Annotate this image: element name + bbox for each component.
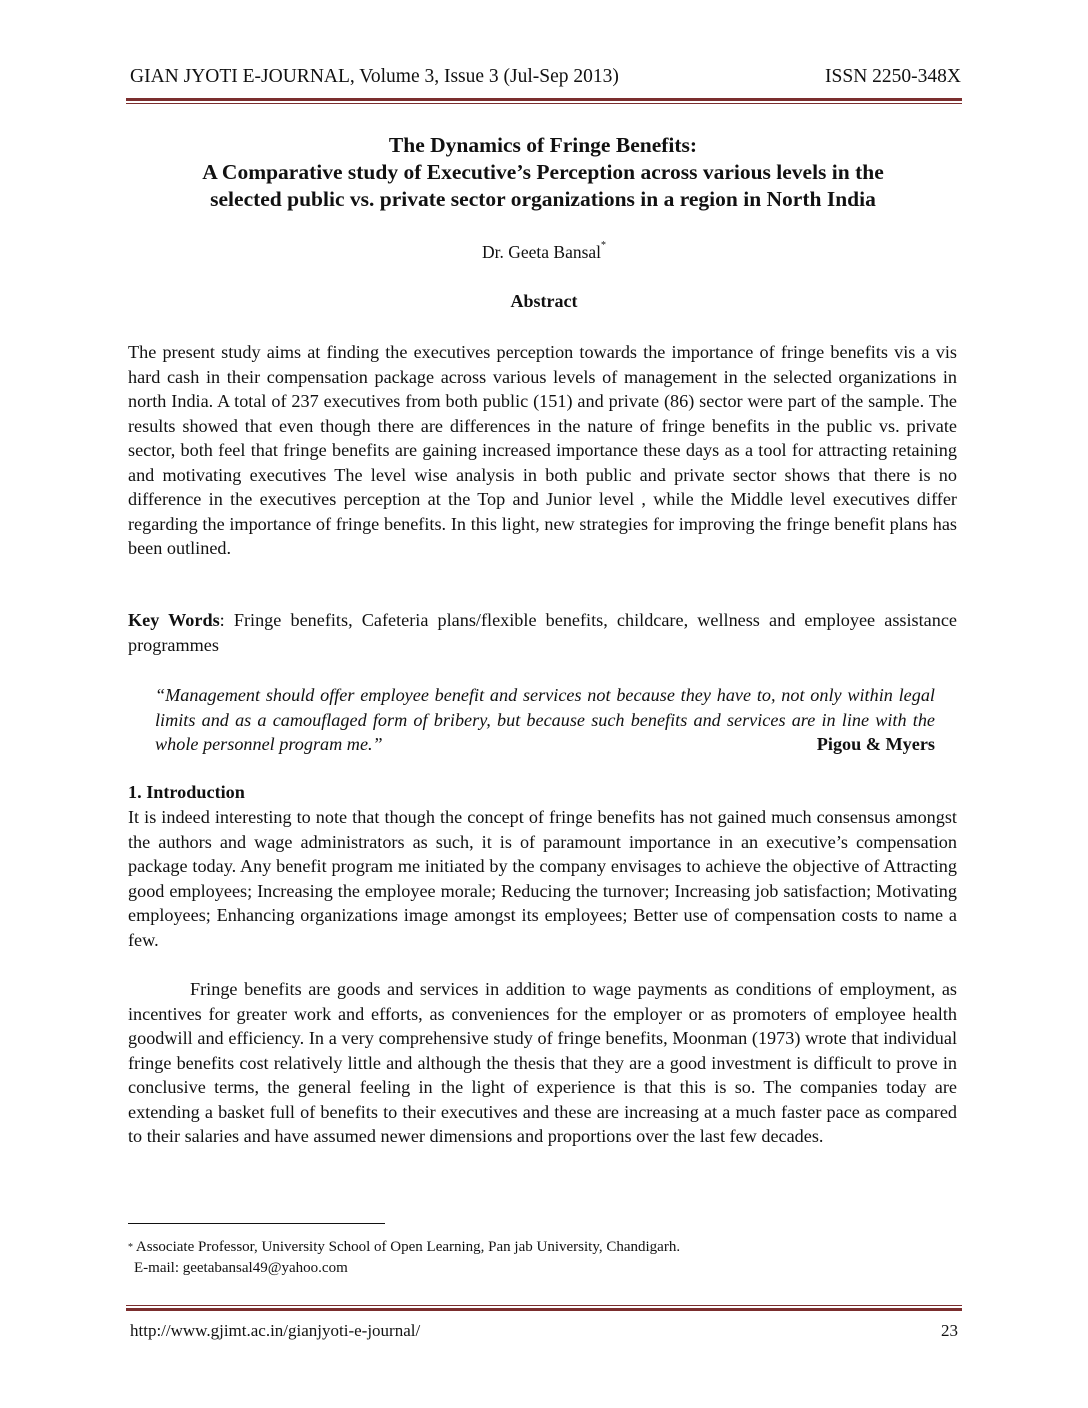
author-name: Dr. Geeta Bansal bbox=[481, 242, 602, 262]
footnote-marker: * bbox=[128, 1242, 133, 1253]
keywords-label: Key Words bbox=[128, 610, 220, 630]
abstract-heading: Abstract bbox=[510, 291, 578, 311]
epigraph-quote bbox=[155, 683, 935, 757]
keywords bbox=[128, 608, 957, 657]
keywords-text: : Fringe benefits, Cafeteria plans/flexible benefits, childcare, wellness and employee assistance programmes bbox=[128, 610, 957, 655]
title-line-1: The Dynamics of Fringe Benefits: bbox=[388, 133, 698, 157]
footnote-email: E-mail: geetabansal49@yahoo.com bbox=[134, 1260, 348, 1276]
footnote bbox=[128, 1237, 680, 1279]
footer-rule-thin bbox=[126, 1305, 962, 1306]
footnote-rule bbox=[128, 1223, 385, 1224]
intro-paragraph-2: Fringe benefits are goods and services in addition to wage payments as conditions of employment, as incentives for greater work and efforts, as conveniences for the employer or as promoters of employee health goodwill and efficiency. In a very comprehensive study of fringe benefits, Moonman (1973) wrote that individual fringe benefits cost relatively little and although the thesis that they are a good investment is difficult to prove in conclusive terms, the general feeling in the light of experience is that this is so. The companies today are extending a basket full of benefits to their executives and these are increasing at a much faster pace as compared to their salaries and have assumed newer dimensions and proportions over the last few decades. bbox=[128, 979, 957, 1146]
section-heading-introduction: 1. Introduction bbox=[128, 782, 245, 802]
author-footnote-marker: * bbox=[601, 240, 607, 251]
title-line-2: A Comparative study of Executive’s Perception across various levels in the bbox=[202, 160, 884, 184]
paper-title bbox=[120, 132, 966, 213]
page-number: 23 bbox=[941, 1321, 958, 1340]
quote-author: Pigou & Myers bbox=[816, 734, 935, 754]
author-line bbox=[0, 242, 1088, 263]
header-rule-thin bbox=[126, 103, 962, 104]
issn: ISSN 2250-348X bbox=[825, 66, 961, 87]
intro-paragraph-1: It is indeed interesting to note that though the concept of fringe benefits has not gained much consensus amongst the authors and wage administrators as such, it is of paramount importance in an executive’s compensation package today. Any benefit program me initiated by the company envisages to achieve the objective of Attracting good employees; Increasing the employee morale; Reducing the turnover; Increasing job satisfaction; Motivating employees; Enhancing organizations image amongst its employees; Better use of compensation costs to name a few. bbox=[128, 807, 957, 950]
header-rule bbox=[126, 98, 962, 101]
journal-name: GIAN JYOTI E-JOURNAL, Volume 3, Issue 3 (Jul-Sep 2013) bbox=[130, 66, 619, 87]
footer-rule bbox=[126, 1308, 962, 1311]
abstract-body: The present study aims at finding the executives perception towards the importance of fringe benefits vis a vis hard cash in their compensation package across various levels of management in the selected organizations in north India. A total of 237 executives from both public (151) and private (86) sector were part of the sample. The results showed that even though there are differences in the nature of fringe benefits in the public vs. private sector, both feel that fringe benefits are gaining increased importance these days as a tool for attracting retaining and motivating executives The level wise analysis in both public and private sector shows that there is no difference in the executives perception at the Top and Junior level , while the Middle level executives differ regarding the importance of fringe benefits. In this light, new strategies for improving the fringe benefit plans has been outlined. bbox=[128, 342, 957, 558]
footer-url-link[interactable]: http://www.gjimt.ac.in/gianjyoti-e-journal/ bbox=[130, 1321, 421, 1340]
title-line-3: selected public vs. private sector organizations in a region in North India bbox=[210, 187, 876, 211]
footnote-affiliation: Associate Professor, University School of Open Learning, Pan jab University, Chandigarh. bbox=[133, 1239, 681, 1255]
quote-text: “Management should offer employee benefit and services not because they have to, not only within legal limits and as a camouflaged form of bribery, but because such benefits and services are in line with the whole personnel program me.” bbox=[155, 685, 935, 754]
running-header bbox=[130, 66, 961, 94]
